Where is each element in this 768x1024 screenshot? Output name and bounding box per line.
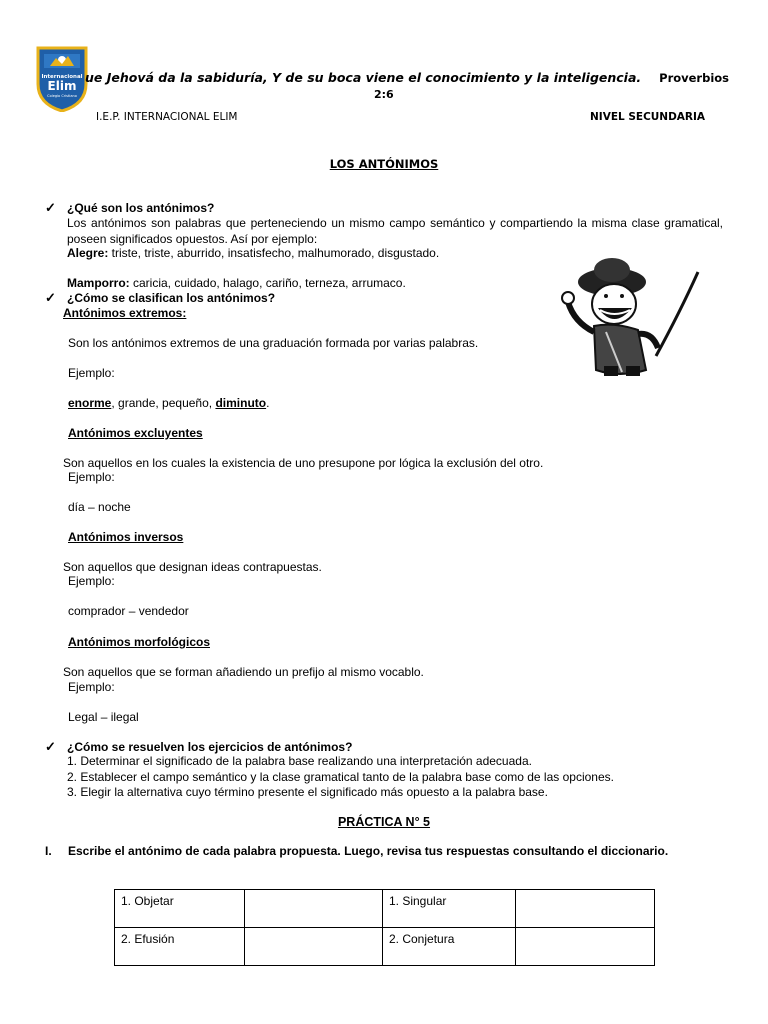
desc-excluyentes: Son aquellos en los cuales la existencia de uno presupone por lógica la exclusión del otro. bbox=[63, 456, 544, 470]
svg-text:Internacional: Internacional bbox=[41, 74, 83, 80]
school-name: I.E.P. INTERNACIONAL ELIM bbox=[96, 111, 238, 123]
question-2: ¿Cómo se clasifican los antónimos? bbox=[67, 291, 276, 305]
example-text: . bbox=[266, 396, 270, 410]
word-cell: 2. Efusión bbox=[115, 928, 245, 966]
cartoon-man-laughing-icon bbox=[560, 252, 700, 380]
answer-cell[interactable] bbox=[516, 890, 655, 928]
example-text: triste, triste, aburrido, insatisfecho, malhumorado, disgustado. bbox=[108, 246, 440, 260]
example-mamporro bbox=[67, 276, 406, 290]
check-mark-icon: ✓ bbox=[45, 200, 56, 215]
example-text: , grande, pequeño, bbox=[111, 396, 216, 410]
question-3: ¿Cómo se resuelven los ejercicios de antónimos? bbox=[67, 740, 353, 754]
heading-extremos: Antónimos extremos: bbox=[63, 306, 187, 320]
word-cell: 2. Conjetura bbox=[383, 928, 516, 966]
instruction-text: Escribe el antónimo de cada palabra propuesta. Luego, revisa tus respuestas consultando el diccionario. bbox=[68, 844, 669, 858]
example-text: caricia, cuidado, halago, cariño, terneza, arrumaco. bbox=[129, 276, 406, 290]
answer-cell[interactable] bbox=[245, 890, 383, 928]
table-row bbox=[115, 890, 655, 928]
antonym-exercise-table bbox=[114, 889, 655, 966]
level-label: NIVEL SECUNDARIA bbox=[590, 111, 706, 123]
instruction-number: I. bbox=[45, 844, 52, 858]
desc-extremos: Son los antónimos extremos de una graduación formada por varias palabras. bbox=[68, 336, 479, 350]
svg-text:Colegio Cristiano: Colegio Cristiano bbox=[47, 94, 77, 98]
heading-excluyentes: Antónimos excluyentes bbox=[68, 426, 203, 440]
practice-title: PRÁCTICA N° 5 bbox=[337, 815, 431, 829]
verse-ref: Proverbios bbox=[659, 71, 730, 85]
example-inversos: comprador – vendedor bbox=[68, 604, 189, 618]
page-title: LOS ANTÓNIMOS bbox=[329, 157, 439, 171]
svg-text:Elim: Elim bbox=[47, 79, 77, 93]
steps-list bbox=[67, 754, 614, 801]
question-1: ¿Qué son los antónimos? bbox=[67, 201, 215, 215]
word-cell: 1. Objetar bbox=[115, 890, 245, 928]
desc-morfologicos: Son aquellos que se forman añadiendo un prefijo al mismo vocablo. bbox=[63, 665, 424, 679]
desc-inversos: Son aquellos que designan ideas contrapuestas. bbox=[63, 560, 322, 574]
answer-cell[interactable] bbox=[516, 928, 655, 966]
bible-verse bbox=[85, 70, 730, 85]
verse-text: ue Jehová da la sabiduría, Y de su boca viene el conocimiento y la inteligencia. bbox=[85, 70, 642, 85]
heading-morfologicos: Antónimos morfológicos bbox=[68, 635, 210, 649]
example-alegre bbox=[67, 246, 439, 260]
school-logo-icon bbox=[36, 44, 88, 112]
step-item: 2. Establecer el campo semántico y la clase gramatical tanto de la palabra base como de las opciones. bbox=[67, 769, 614, 784]
definition-text: Los antónimos son palabras que perteneciendo un mismo campo semántico y compartiendo la misma clase gramatical, poseen significados opuestos. Así por ejemplo: bbox=[67, 216, 723, 246]
example-word: enorme bbox=[68, 396, 112, 410]
verse-ref-number: 2:6 bbox=[374, 88, 394, 101]
example-label: Alegre: bbox=[67, 246, 109, 260]
step-item: 1. Determinar el significado de la palabra base realizando una interpretación adecuada. bbox=[67, 754, 532, 768]
step-item: 3. Elegir la alternativa cuyo término presente el significado más opuesto a la palabra base. bbox=[67, 785, 548, 799]
example-label: Mamporro: bbox=[67, 276, 130, 290]
example-extremos bbox=[68, 396, 269, 410]
word-cell: 1. Singular bbox=[383, 890, 516, 928]
table-row bbox=[115, 928, 655, 966]
ejemplo-label: Ejemplo: bbox=[68, 366, 115, 380]
check-mark-icon: ✓ bbox=[45, 290, 56, 305]
ejemplo-label: Ejemplo: bbox=[68, 680, 115, 694]
practice-instruction bbox=[45, 844, 668, 858]
ejemplo-label: Ejemplo: bbox=[68, 470, 115, 484]
example-word: diminuto bbox=[215, 396, 267, 410]
answer-cell[interactable] bbox=[245, 928, 383, 966]
ejemplo-label: Ejemplo: bbox=[68, 574, 115, 588]
example-morfologicos: Legal – ilegal bbox=[68, 710, 139, 724]
example-excluyentes: día – noche bbox=[68, 500, 131, 514]
heading-inversos: Antónimos inversos bbox=[68, 530, 184, 544]
definition-paragraph bbox=[67, 216, 723, 247]
check-mark-icon: ✓ bbox=[45, 739, 56, 754]
